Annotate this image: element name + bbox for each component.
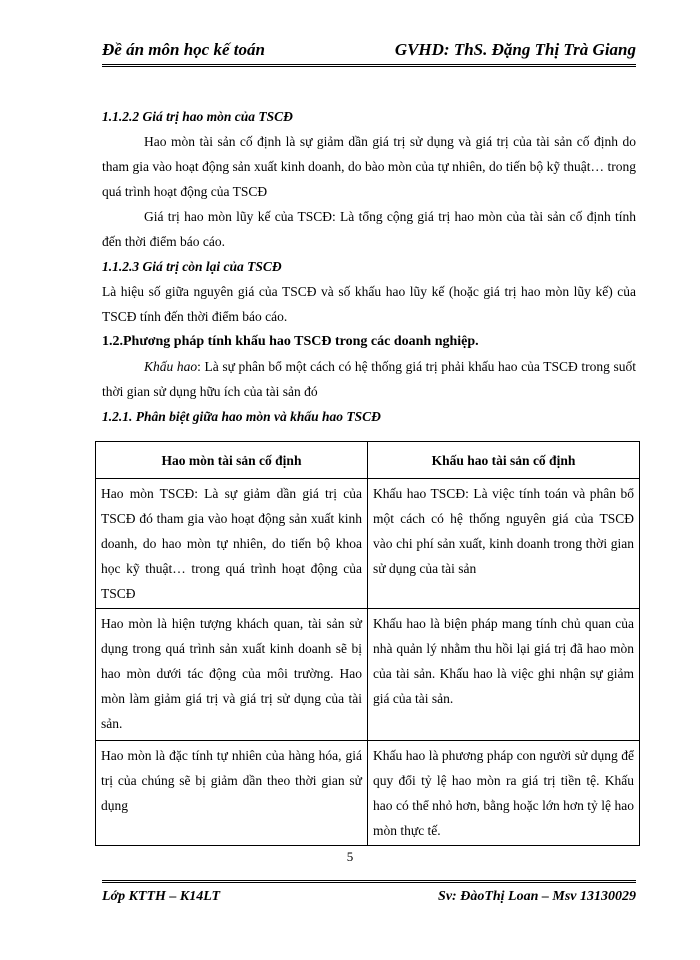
table-row [96,741,640,846]
section-1122-paragraph-2: Giá trị hao mòn lũy kế của TSCĐ: Là tổng cộng giá trị hao mòn của tài sản cố định tính đến thời điểm báo cáo. [102,209,636,249]
footer-class: Lớp KTTH – K14LT [102,889,221,904]
comparison-table [95,441,640,846]
section-1122-title: 1.1.2.2 Giá trị hao mòn của TSCĐ [102,109,293,124]
page-header [102,38,636,67]
term-definition: : Là sự phân bổ một cách có hệ thống giá trị phải khấu hao của TSCĐ trong suốt thời gian sử dụng hữu ích của tài sản đó [102,359,636,399]
section-1123-title: 1.1.2.3 Giá trị còn lại của TSCĐ [102,259,282,274]
table-row [96,479,640,609]
term-khau-hao: Khấu hao [144,359,198,374]
table-cell: Khấu hao là biện pháp mang tính chủ quan của nhà quản lý nhằm thu hồi lại giá trị đã hao mòn của tài sản. Khấu hao là việc ghi nhận sự giảm giá của tài sản. [368,609,640,741]
header-instructor: GVHD: ThS. Đặng Thị Trà Giang [394,40,636,59]
section-12-title: 1.2.Phương pháp tính khấu hao TSCĐ trong các doanh nghiệp. [102,334,479,349]
footer-student: Sv: ĐàoThị Loan – Msv 13130029 [438,889,636,904]
table-header-row [96,442,640,479]
table-cell: Khấu hao TSCĐ: Là việc tính toán và phân bổ một cách có hệ thống nguyên giá của TSCĐ vào chi phí sản xuất, kinh doanh trong thời gian sử dụng của tài sản [368,479,640,609]
table-header-hao-mon: Hao mòn tài sản cố định [96,442,368,479]
page-footer [102,880,636,909]
section-121-title: 1.2.1. Phân biệt giữa hao mòn và khấu hao TSCĐ [102,409,381,424]
section-12-definition [102,354,636,404]
table-cell: Khấu hao là phương pháp con người sử dụng để quy đổi tỷ lệ hao mòn ra giá trị tiền tệ. Khấu hao có thể nhỏ hơn, bằng hoặc lớn hơn tỷ lệ hao mòn thực tế. [368,741,640,846]
page-number: 5 [346,849,354,864]
document-body [102,104,636,429]
table-cell: Hao mòn là hiện tượng khách quan, tài sản sử dụng trong quá trình sản xuất kinh doanh sẽ bị hao mòn dưới tác động của môi trường. Hao mòn làm giảm giá trị và giá trị sử dụng của tài sản. [96,609,368,741]
table-header-khau-hao: Khấu hao tài sản cố định [368,442,640,479]
table-row [96,609,640,741]
header-course-title: Đề án môn học kế toán [102,40,265,59]
table-cell: Hao mòn TSCĐ: Là sự giảm dần giá trị của TSCĐ đó tham gia vào hoạt động sản xuất kinh doanh, do hao mòn tự nhiên, do tiến bộ khoa học kỹ thuật… trong quá trình hoạt động của TSCĐ [96,479,368,609]
section-1122-paragraph-1: Hao mòn tài sản cố định là sự giảm dần giá trị sử dụng và giá trị của tài sản cố định do tham gia vào hoạt động sản xuất kinh doanh, do bào mòn của tự nhiên, do tiến bộ kỹ thuật… trong quá trình hoạt động của TSCĐ [102,134,636,199]
section-1123-paragraph: Là hiệu số giữa nguyên giá của TSCĐ và số khấu hao lũy kế (hoặc giá trị hao mòn lũy kế) của TSCĐ tính đến thời điểm báo cáo. [102,284,636,324]
table-cell: Hao mòn là đặc tính tự nhiên của hàng hóa, giá trị của chúng sẽ bị giảm dần theo thời gian sử dụng [96,741,368,846]
